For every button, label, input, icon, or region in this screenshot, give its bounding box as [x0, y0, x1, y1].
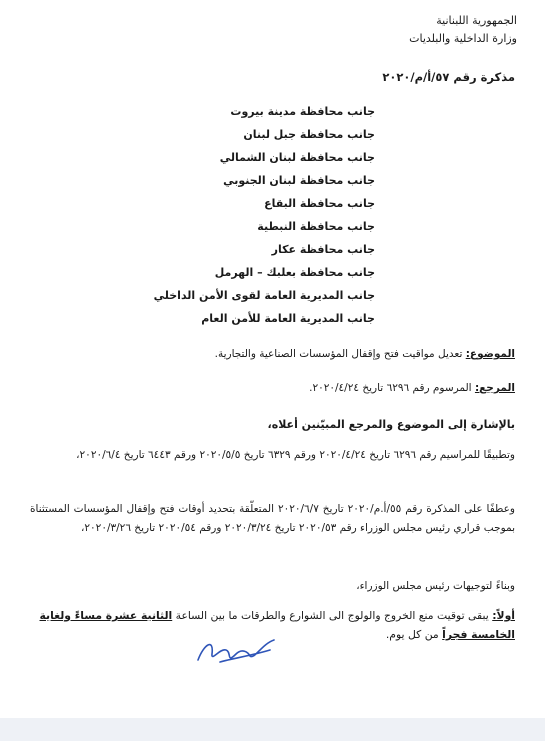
reference-line — [309, 382, 515, 394]
paragraph-memo: وعطفًا على المذكرة رقم ٥٥/أ.م/٢٠٢٠ تاريخ ٢٠٢٠/٦/٧ المتعلّقة بتحديد أوقات فتح وإقفال المؤسسات المستثناة بموجب قراري رئيس مجلس الوزراء رقم ٢٠٢٠/٥٣ تاريخ ٢٠٢٠/٣/٢٤ ورقم ٢٠٢٠/٥٤ تاريخ ٢٠٢٠/٣/٢٦، — [30, 503, 516, 534]
first-time-b: الخامسة فجراً — [442, 628, 515, 641]
addressee-item: جانب محافظة لبنان الشمالي — [219, 151, 375, 164]
addressee-item: جانب المديرية العامة لقوى الأمن الداخلي — [153, 289, 375, 302]
addressee-item: جانب محافظة النبطية — [257, 220, 375, 233]
signature-scribble — [190, 630, 280, 670]
addressee-item: جانب محافظة لبنان الجنوبي — [223, 174, 375, 187]
subject-line — [215, 348, 515, 360]
header-ministry: وزارة الداخلية والبلديات — [409, 32, 517, 45]
addressee-item: جانب محافظة عكار — [271, 243, 375, 256]
first-text-a: يبقى توقيت منع الخروج والولوج الى الشوارع والطرقات ما بين الساعة — [172, 609, 493, 622]
addressee-item: جانب محافظة البقاع — [264, 197, 375, 210]
memo-number: مذكرة رقم ٥٧/أ/م/٢٠٢٠ — [382, 70, 515, 84]
first-label: أولاً: — [492, 609, 515, 622]
intro-line: بالإشارة إلى الموضوع والمرجع المبيّنين أعلاه، — [267, 418, 515, 431]
reference-label: المرجع: — [474, 382, 515, 394]
addressee-item: جانب المديرية العامة للأمن العام — [201, 312, 375, 325]
reference-text: المرسوم رقم ٦٢٩٦ تاريخ ٢٠٢٠/٤/٢٤. — [309, 382, 475, 394]
addressee-item: جانب محافظة مدينة بيروت — [230, 105, 375, 118]
subject-label: الموضوع: — [465, 348, 515, 360]
addressee-list — [154, 100, 375, 330]
subject-text: تعديل مواقيت فتح وإقفال المؤسسات الصناعية والتجارية. — [214, 348, 466, 360]
first-time-a: الثانية عشرة مساءً ولغاية — [39, 609, 173, 622]
addressee-item: جانب محافظة جبل لبنان — [243, 128, 375, 141]
header-republic: الجمهورية اللبنانية — [436, 14, 517, 27]
paragraph-decrees: وتطبيقًا للمراسيم رقم ٦٢٩٦ تاريخ ٢٠٢٠/٤/٢٤ ورقم ٦٣٢٩ تاريخ ٢٠٢٠/٥/٥ ورقم ٦٤٤٣ تاريخ ٢٠٢٠/٦/٤، — [76, 449, 515, 461]
first-text-b: من كل يوم. — [385, 628, 443, 641]
paragraph-directives: وبناءً لتوجيهات رئيس مجلس الوزراء، — [356, 580, 515, 592]
addressee-item: جانب محافظة بعلبك – الهرمل — [214, 266, 375, 279]
